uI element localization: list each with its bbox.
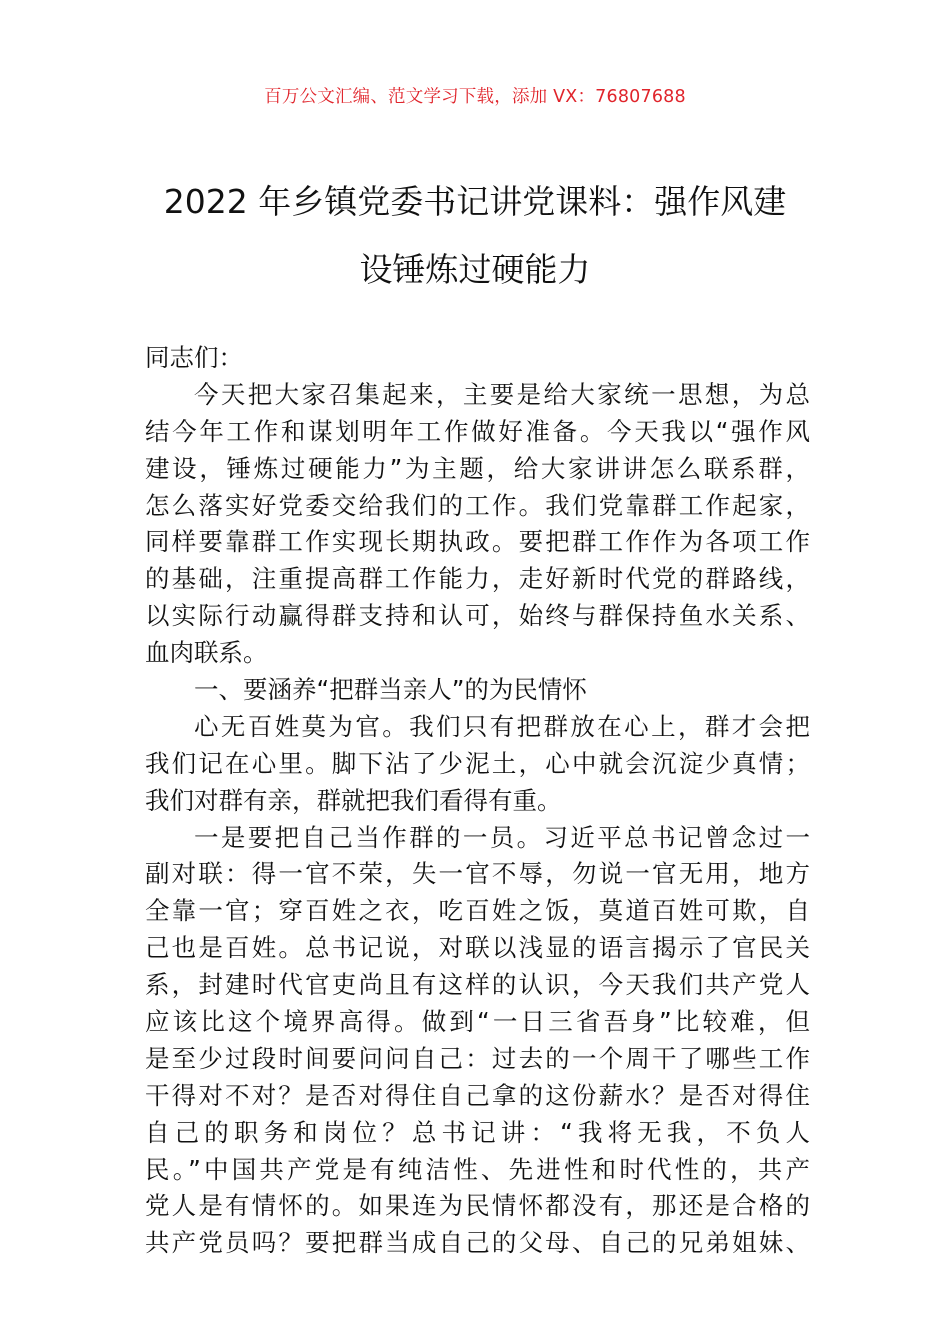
body-text-line: 应该比这个境界高得。做到“一日三省吾身”比较难，但 xyxy=(145,1007,810,1037)
body-text-line: 自己的职务和岗位？总书记讲：“我将无我，不负人 xyxy=(145,1117,810,1147)
body-text-line: 血肉联系。 xyxy=(145,638,268,668)
body-text-line: 民。”中国共产党是有纯洁性、先进性和时代性的，共产 xyxy=(145,1154,810,1184)
body-text-line: 干得对不对？是否对得住自己拿的这份薪水？是否对得住 xyxy=(145,1080,810,1110)
body-text-line: 全靠一官；穿百姓之衣，吃百姓之饭，莫道百姓可欺，自 xyxy=(145,896,810,926)
body-text-line: 心无百姓莫为官。我们只有把群放在心上，群才会把 xyxy=(194,711,810,741)
body-text-line: 一、要涵养“把群当亲人”的为民情怀 xyxy=(194,675,587,705)
body-text-line: 的基础，注重提高群工作能力，走好新时代党的群路线， xyxy=(145,564,810,594)
body-text-line: 副对联：得一官不荣，失一官不辱，勿说一官无用，地方 xyxy=(145,859,810,889)
body-text-line: 我们记在心里。脚下沾了少泥土，心中就会沉淀少真情； xyxy=(145,748,810,778)
body-text-line: 我们对群有亲，群就把我们看得有重。 xyxy=(145,785,562,815)
document-title-line-1: 2022 年乡镇党委书记讲党课料：强作风建 xyxy=(163,182,787,221)
body-text-line: 以实际行动赢得群支持和认可，始终与群保持鱼水关系、 xyxy=(145,601,810,631)
body-text-line: 一是要把自己当作群的一员。习近平总书记曾念过一 xyxy=(194,822,810,852)
body-text-line: 怎么落实好党委交给我们的工作。我们党靠群工作起家， xyxy=(145,490,810,520)
body-text-line: 是至少过段时间要问问自己：过去的一个周干了哪些工作 xyxy=(145,1043,810,1073)
body-text-line: 同样要靠群工作实现长期执政。要把群工作作为各项工作 xyxy=(145,527,810,557)
document-title-line-2: 设锤炼过硬能力 xyxy=(359,250,591,289)
body-text-line: 党人是有情怀的。如果连为民情怀都没有，那还是合格的 xyxy=(145,1191,810,1221)
body-text-line: 建设，锤炼过硬能力”为主题，给大家讲讲怎么联系群， xyxy=(145,453,810,483)
body-text-line: 系，封建时代官吏尚且有这样的认识，今天我们共产党人 xyxy=(145,970,810,1000)
body-text-line: 共产党员吗？要把群当成自己的父母、自己的兄弟姐妹、 xyxy=(145,1228,810,1258)
body-text-line: 结今年工作和谋划明年工作做好准备。今天我以“强作风 xyxy=(145,416,810,446)
watermark-banner: 百万公文汇编、范文学习下载，添加 VX：76807688 xyxy=(264,87,686,107)
body-text-line: 同志们： xyxy=(145,343,243,372)
body-text-line: 今天把大家召集起来，主要是给大家统一思想，为总 xyxy=(194,379,810,409)
body-text-line: 己也是百姓。总书记说，对联以浅显的语言揭示了官民关 xyxy=(145,933,810,963)
document-body xyxy=(145,340,810,1262)
